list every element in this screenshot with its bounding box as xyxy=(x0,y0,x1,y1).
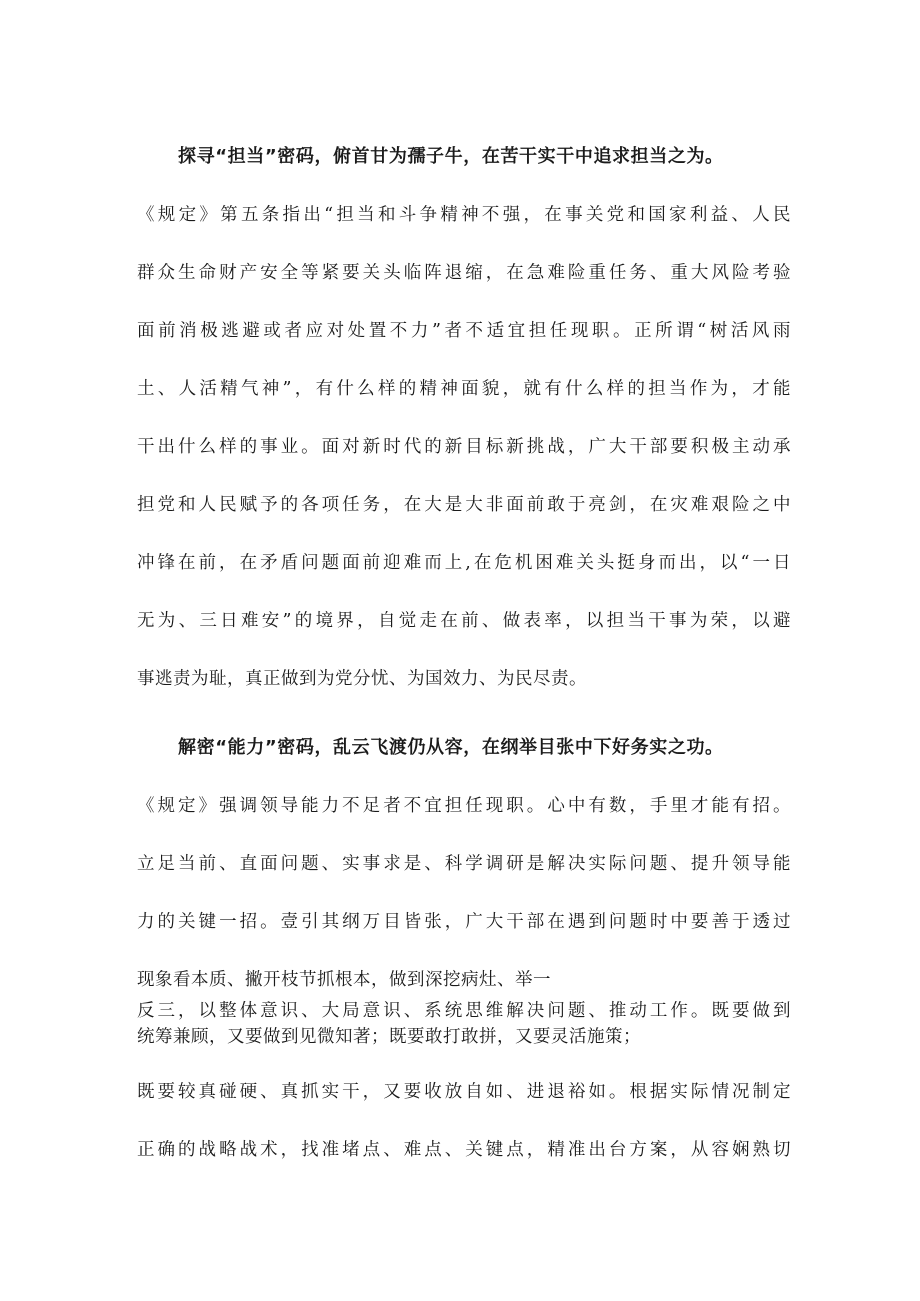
paragraph-line: 干出什么样的事业。面对新时代的新目标新挑战，广大干部要积极主动承 xyxy=(137,437,791,457)
paragraph-line: 现象看本质、撇开枝节抓根本，做到深挖病灶、举一 xyxy=(137,970,551,990)
paragraph-line: 事逃责为耻，真正做到为党分忧、为国效力、为民尽责。 xyxy=(137,669,587,689)
paragraph-line: 反三，以整体意识、大局意识、系统思维解决问题、推动工作。既要做到 xyxy=(137,1001,791,1021)
paragraph-line: 担党和人民赋予的各项任务，在大是大非面前敢于亮剑，在灾难艰险之中 xyxy=(137,495,791,515)
section-heading-ability: 解密“能力”密码，乱云飞渡仍从容，在纲举目张中下好务实之功。 xyxy=(178,737,724,758)
paragraph-line: 《规定》第五条指出“担当和斗争精神不强，在事关党和国家利益、人民 xyxy=(137,205,791,225)
paragraph-line: 面前消极逃避或者应对处置不力”者不适宜担任现职。正所谓“树活风雨 xyxy=(137,321,791,341)
paragraph-line: 《规定》强调领导能力不足者不宜担任现职。心中有数，手里才能有招。 xyxy=(137,796,791,816)
paragraph-line: 统筹兼顾，又要做到见微知著；既要敢打敢拼，又要灵活施策； xyxy=(137,1027,641,1047)
paragraph-line: 既要较真碰硬、真抓实干，又要收放自如、进退裕如。根据实际情况制定 xyxy=(137,1082,791,1102)
paragraph-line: 立足当前、直面问题、实事求是、科学调研是解决实际问题、提升领导能 xyxy=(137,854,791,874)
paragraph-line: 群众生命财产安全等紧要关头临阵退缩，在急难险重任务、重大风险考验 xyxy=(137,263,791,283)
paragraph-line: 无为、三日难安”的境界，自觉走在前、做表率，以担当干事为荣，以避 xyxy=(137,611,791,631)
section-heading-responsibility: 探寻“担当”密码，俯首甘为孺子牛，在苦干实干中追求担当之为。 xyxy=(178,146,724,167)
paragraph-line: 冲锋在前，在矛盾问题面前迎难而上,在危机困难关头挺身而出，以“一日 xyxy=(137,553,791,573)
paragraph-line: 正确的战略战术，找准堵点、难点、关键点，精准出台方案，从容娴熟切 xyxy=(137,1140,791,1160)
paragraph-line: 土、人活精气神”，有什么样的精神面貌，就有什么样的担当作为，才能 xyxy=(137,379,791,399)
paragraph-line: 力的关键一招。壹引其纲万目皆张，广大干部在遇到问题时中要善于透过 xyxy=(137,912,791,932)
